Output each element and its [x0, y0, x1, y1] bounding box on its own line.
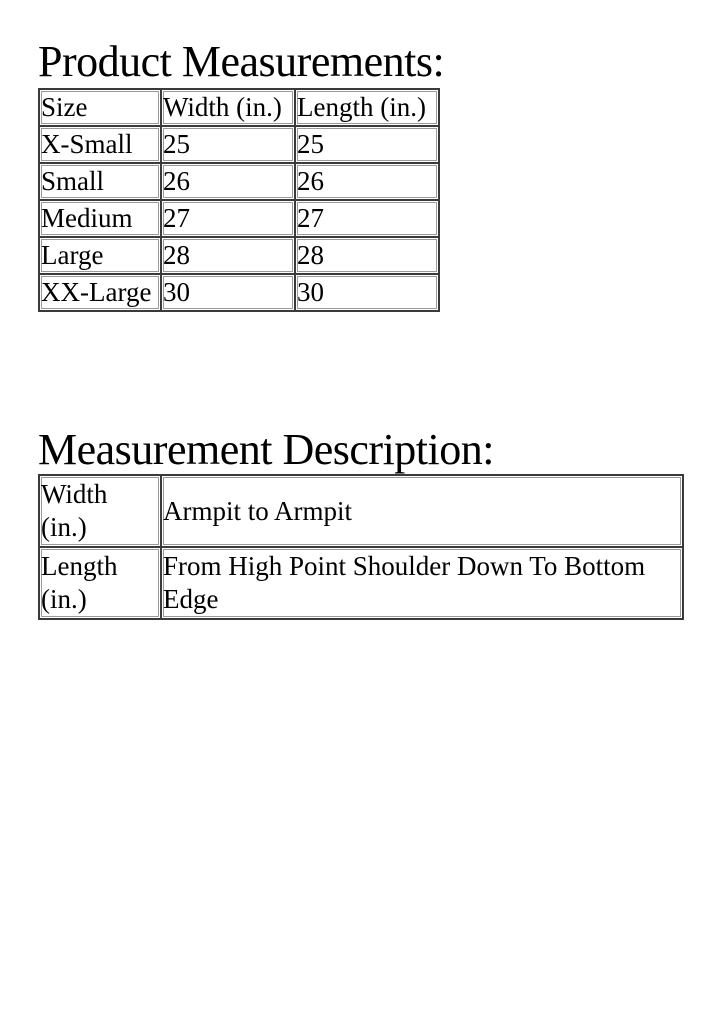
table-cell-width: 30: [161, 274, 295, 311]
table-cell-width: 28: [161, 237, 295, 274]
table-cell-size: Large: [39, 237, 161, 274]
table-cell-size: Small: [39, 163, 161, 200]
table-cell-width: 27: [161, 200, 295, 237]
table-cell-length: 27: [295, 200, 439, 237]
table-row: [39, 126, 439, 163]
product-measurements-title: Product Measurements:: [38, 37, 445, 86]
measurement-description-title: Measurement Description:: [38, 425, 494, 474]
table-cell-size: XX-Large: [39, 274, 161, 311]
table-cell-width: 25: [161, 126, 295, 163]
table-cell-length: 25: [295, 126, 439, 163]
table-cell-size: Medium: [39, 200, 161, 237]
table-header-cell: Width (in.): [161, 89, 295, 126]
description-table: [38, 474, 684, 620]
table-header-cell: Size: [39, 89, 161, 126]
table-cell-description: From High Point Shoulder Down To Bottom Edge: [161, 547, 683, 619]
table-row: [39, 237, 439, 274]
table-row: [39, 200, 439, 237]
table-cell-measure: Length (in.): [39, 547, 161, 619]
table-cell-length: 30: [295, 274, 439, 311]
table-cell-width: 26: [161, 163, 295, 200]
table-cell-size: X-Small: [39, 126, 161, 163]
table-header-cell: Length (in.): [295, 89, 439, 126]
table-header-row: [39, 89, 439, 126]
table-row: [39, 163, 439, 200]
table-row: [39, 475, 683, 547]
table-cell-measure: Width (in.): [39, 475, 161, 547]
table-row: [39, 547, 683, 619]
size-table: [38, 88, 440, 312]
table-row: [39, 274, 439, 311]
table-cell-description: Armpit to Armpit: [161, 475, 683, 547]
table-cell-length: 28: [295, 237, 439, 274]
table-cell-length: 26: [295, 163, 439, 200]
